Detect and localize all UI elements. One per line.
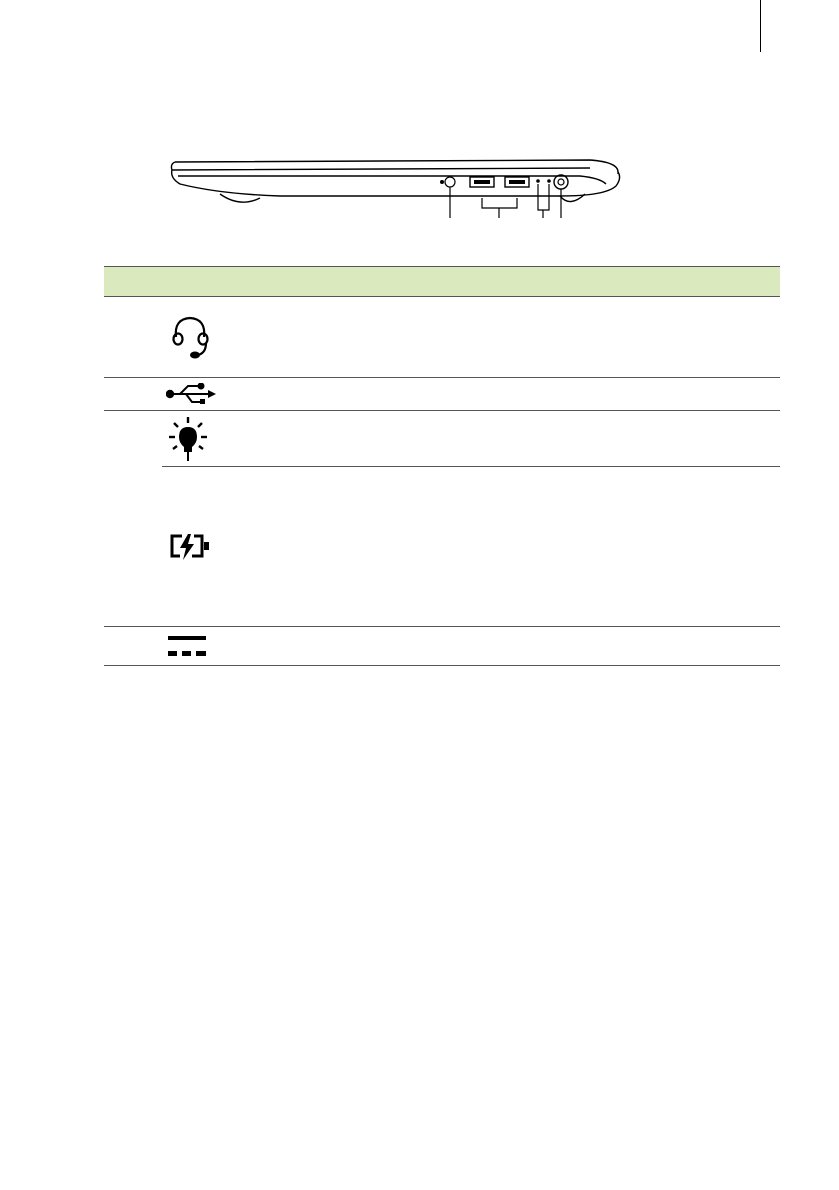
- header-icon: [162, 267, 226, 297]
- row-label: [226, 467, 780, 627]
- row-number: [104, 467, 162, 627]
- port-description-table: [104, 266, 780, 666]
- headset-jack: [445, 177, 455, 187]
- table-row: [104, 297, 780, 378]
- dc-power-icon: [166, 633, 218, 659]
- power-led: [536, 179, 540, 183]
- headset-jack-mark: [440, 180, 444, 184]
- table-row: [104, 378, 780, 411]
- row-icon-cell: [162, 378, 226, 411]
- row-number: [104, 378, 162, 411]
- table-header-row: [104, 267, 780, 297]
- row-icon-cell: [162, 297, 226, 378]
- usb-icon: [166, 383, 218, 405]
- row-label: [226, 411, 780, 467]
- row-icon-cell: [162, 467, 226, 627]
- table-row: [104, 467, 780, 627]
- dc-in-jack: [554, 175, 568, 189]
- table-row: [104, 411, 780, 467]
- row-icon-cell: [162, 411, 226, 467]
- callout-leaders: [450, 184, 561, 218]
- row-label: [226, 378, 780, 411]
- battery-charging-icon: [166, 532, 218, 562]
- row-number: [104, 411, 162, 467]
- headset-icon: [166, 311, 218, 363]
- row-label: [226, 297, 780, 378]
- page-corner-mark: [760, 0, 761, 52]
- laptop-right-side-illustration: [160, 150, 630, 250]
- row-number: [104, 627, 162, 666]
- header-number: [104, 267, 162, 297]
- header-item: [226, 267, 780, 297]
- battery-led: [547, 179, 551, 183]
- row-icon-cell: [162, 627, 226, 666]
- row-number: [104, 297, 162, 378]
- table-row: [104, 627, 780, 666]
- row-label: [226, 627, 780, 666]
- power-indicator-icon: [166, 415, 218, 463]
